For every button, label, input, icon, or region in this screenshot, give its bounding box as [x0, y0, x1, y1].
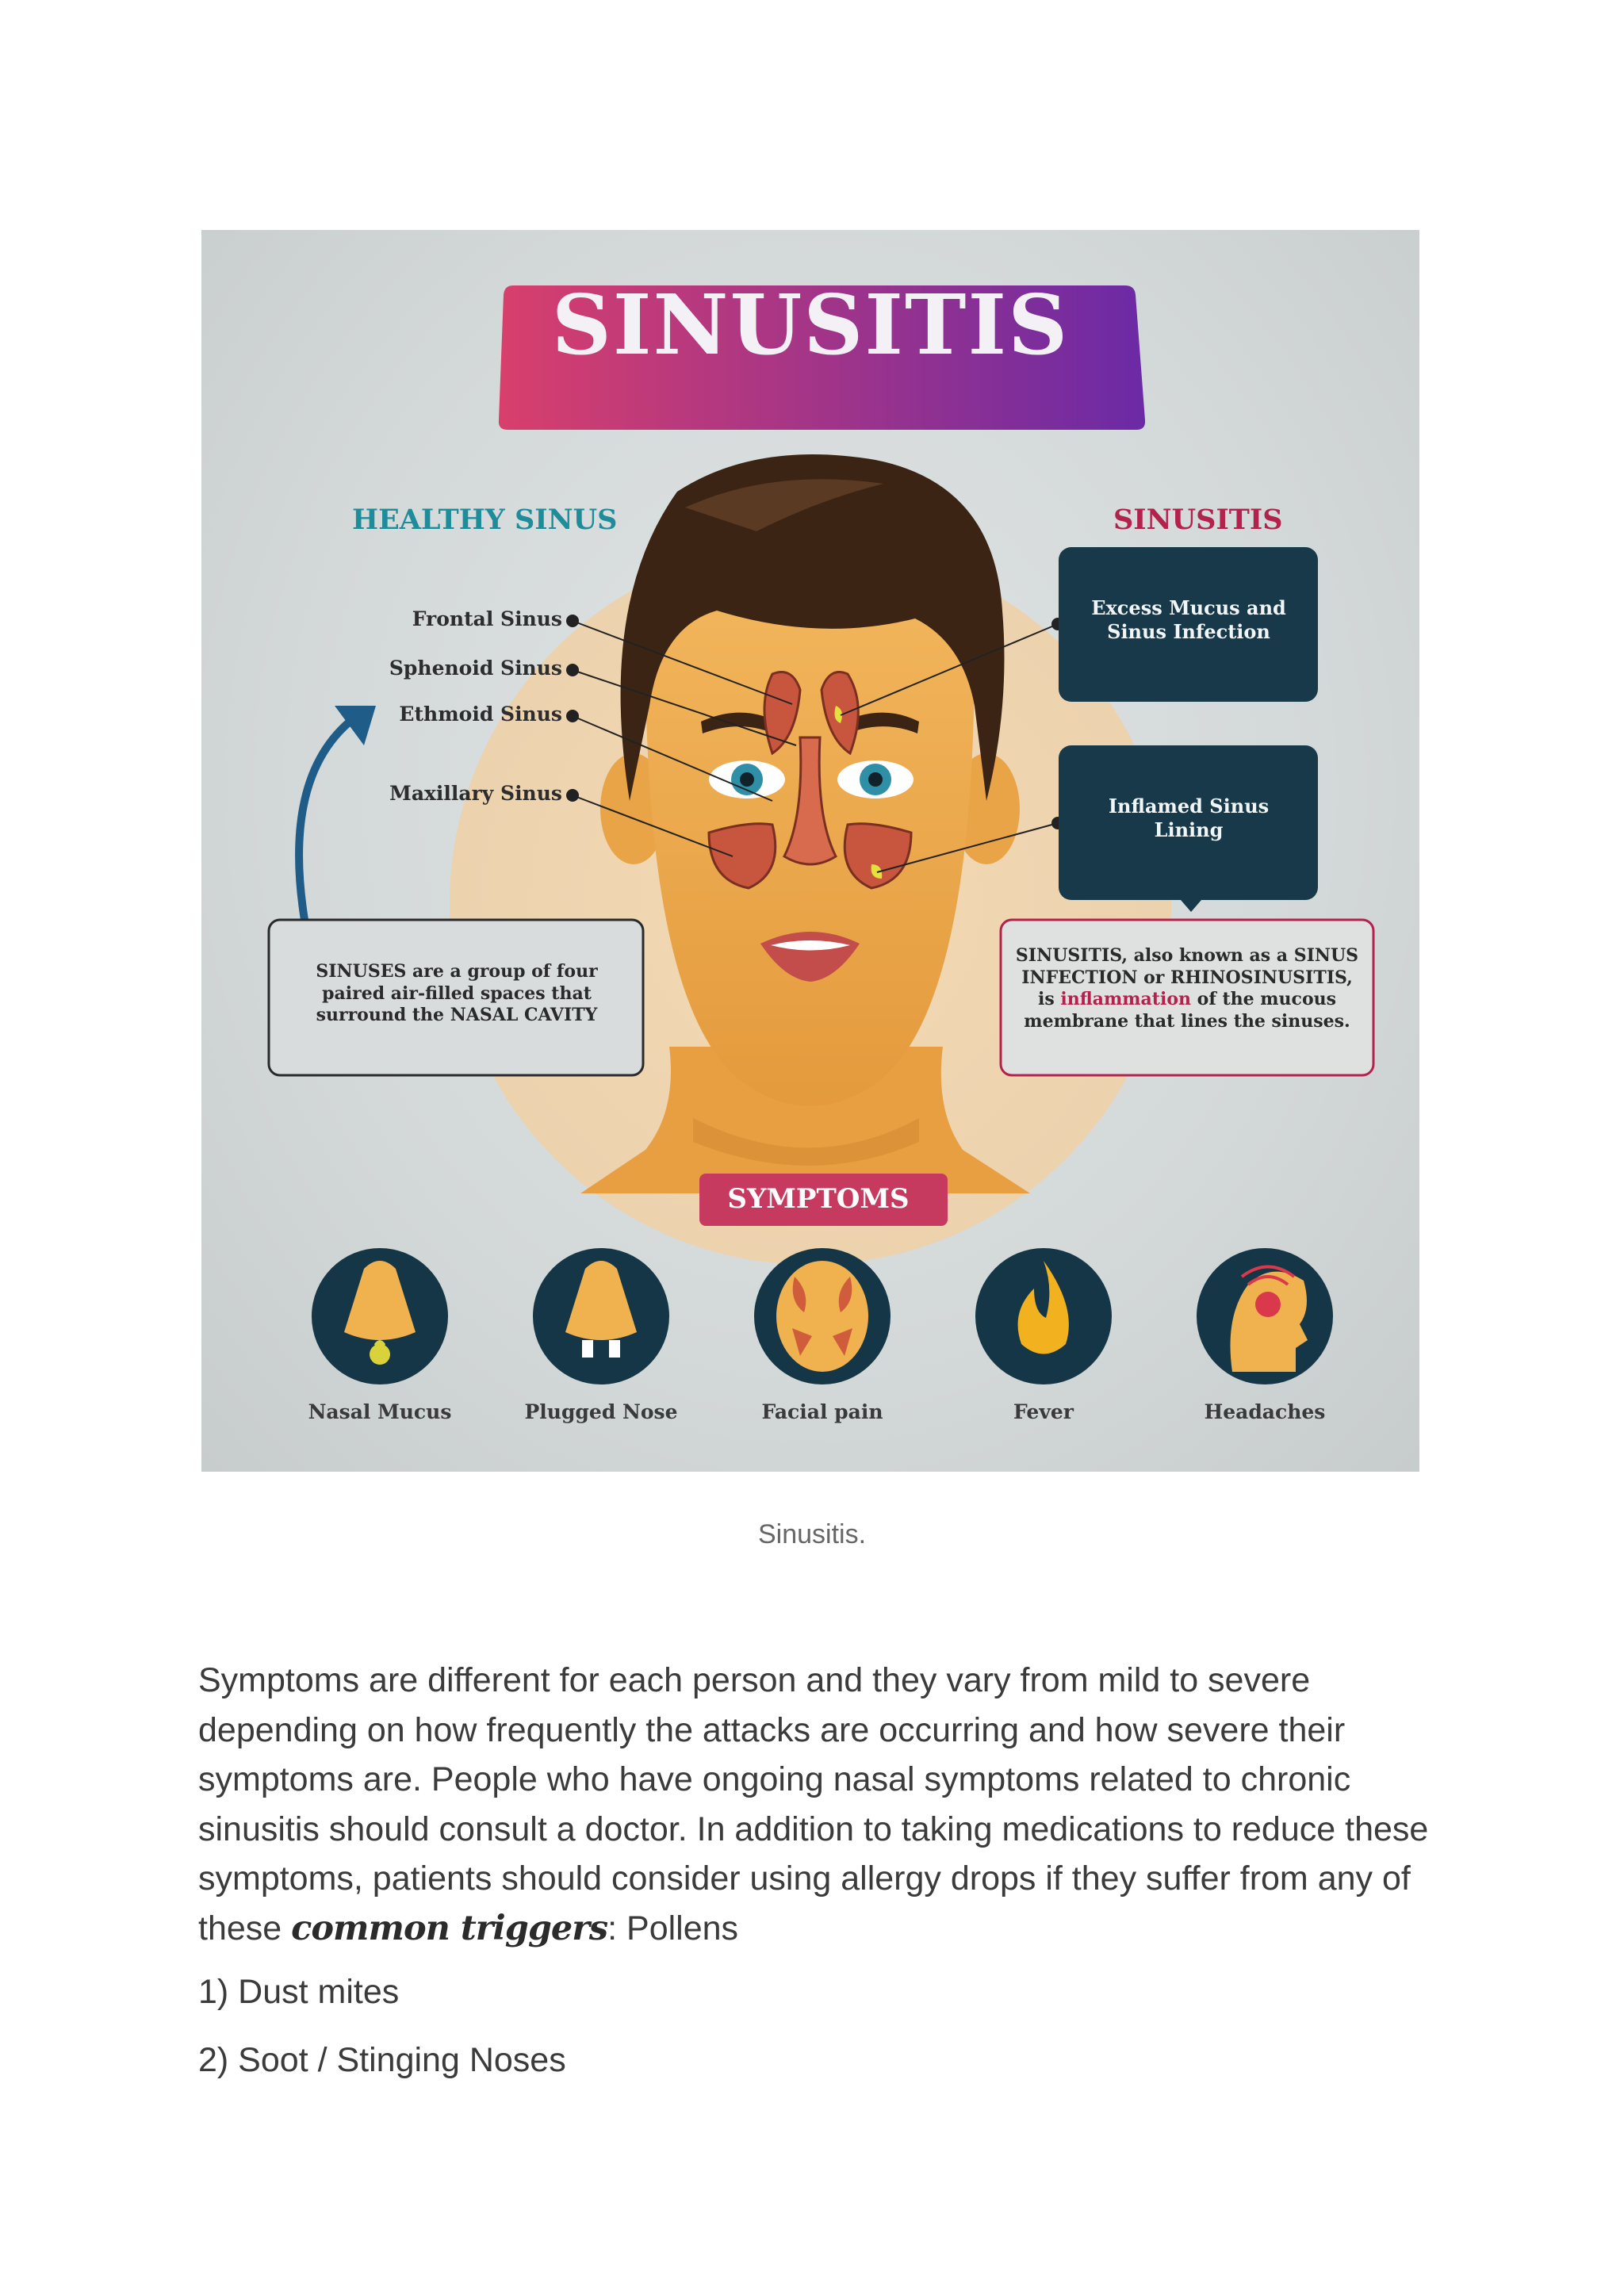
inflamed-lining-text: Inflamed Sinus Lining [1108, 795, 1270, 841]
list-item: 2) Soot / Stinging Noses [198, 2041, 566, 2079]
paragraph-main-text: Symptoms are different for each person and they vary from mild to severe depending on how frequently the attacks are occurring and how severe their symptoms are. People who have ongoing nasal symptoms related to chronic sinusitis should consult a doctor. In addition to taking medications to reduce these symptoms, patients should consider using allergy drops if they suffer from any of these [198, 1661, 1429, 1947]
infographic-title: SINUSITIS [551, 276, 1070, 373]
list-item: 1) Dust mites [198, 1973, 400, 2011]
facial-pain-icon [776, 1261, 868, 1372]
sphenoid-sinus-label: Sphenoid Sinus [389, 657, 562, 680]
curved-arrow-icon [299, 714, 360, 920]
body-paragraph [198, 1656, 1435, 1953]
healthy-sinus-header: HEALTHY SINUS [352, 504, 618, 536]
sinusitis-header: SINUSITIS [1113, 504, 1283, 536]
sinuses-note-text [282, 961, 631, 1027]
sinusitis-note-part1: SINUSITIS, also known as a SINUS INFECTION or RHINOSINUSITIS, is [1015, 945, 1359, 1009]
symptom-label-plugged-nose: Plugged Nose [524, 1400, 678, 1423]
common-triggers-emphasis: common triggers [291, 1908, 608, 1948]
sinusitis-note-highlight: inflammation [1060, 989, 1191, 1009]
sinuses-note-rest: are a group of four paired air-filled spaces that surround the NASAL CAVITY [316, 961, 598, 1025]
sinusitis-note-part2: of the mucous membrane that lines the sinuses. [1024, 989, 1350, 1032]
symptom-label-nasal-mucus: Nasal Mucus [308, 1400, 452, 1423]
symptom-label-fever: Fever [1013, 1400, 1074, 1423]
excess-mucus-text: Excess Mucus and Sinus Infection [1091, 596, 1286, 643]
sinuses-note-lead: SINUSES [316, 961, 407, 982]
paragraph-tail-text: : Pollens [607, 1909, 739, 1947]
symptoms-title: SYMPTOMS [727, 1183, 910, 1215]
frontal-sinus-label: Frontal Sinus [412, 607, 562, 630]
sinusitis-note-text [1012, 945, 1362, 1032]
maxillary-sinus-label: Maxillary Sinus [389, 782, 562, 805]
sinusitis-infographic [201, 230, 1419, 1472]
symptom-label-headaches: Headaches [1204, 1400, 1326, 1423]
symptom-label-facial-pain: Facial pain [761, 1400, 883, 1423]
ethmoid-sinus-label: Ethmoid Sinus [399, 703, 562, 726]
image-caption: Sinusitis. [757, 1519, 867, 1549]
